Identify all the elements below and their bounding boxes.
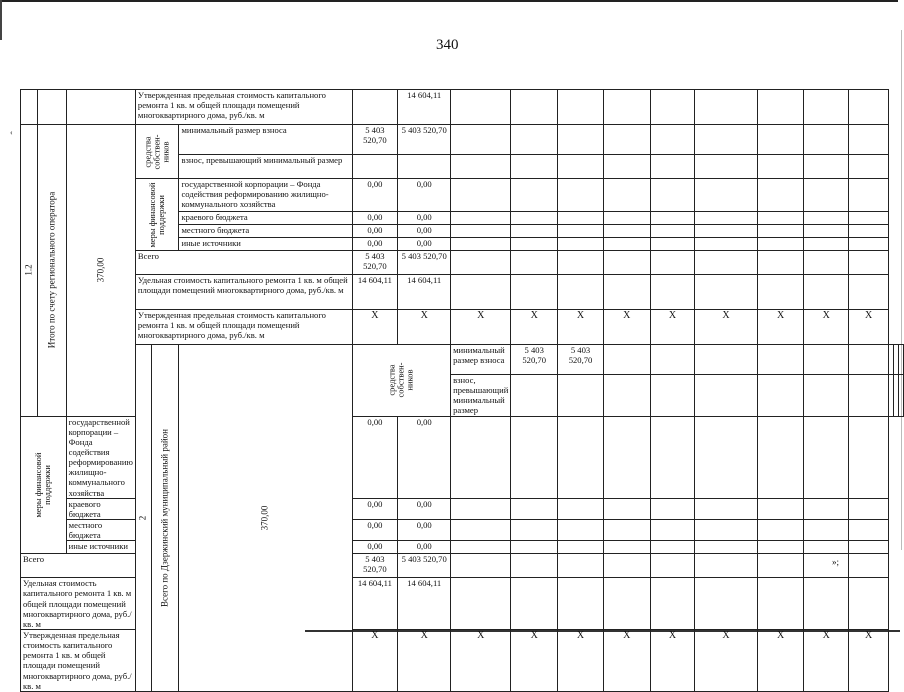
regional-budget-value: 0,00	[398, 498, 451, 519]
section-code: 370,00	[66, 125, 135, 417]
x-mark: Х	[757, 629, 804, 691]
x-mark: Х	[650, 310, 695, 345]
regional-budget-value: 0,00	[352, 212, 398, 225]
cell-empty	[66, 90, 135, 125]
x-mark: Х	[603, 310, 650, 345]
section-number: 2	[135, 345, 151, 692]
table-row	[21, 275, 904, 310]
unit-cost-label: Удельная стоимость капитального ремонта 1 кв. м общей площади помещений многоквартирного дома, руб./кв. м	[135, 275, 352, 310]
x-mark: Х	[398, 629, 451, 691]
cell-empty	[352, 90, 398, 125]
table-row	[21, 310, 904, 345]
state-corp-value: 0,00	[352, 179, 398, 212]
approved-limit-value: 14 604,11	[398, 90, 451, 125]
section-title: Всего по Дзержинский муниципальный район	[151, 345, 179, 692]
unit-cost-value: 14 604,11	[398, 275, 451, 310]
local-budget-value: 0,00	[352, 225, 398, 238]
total-value: 5 403 520,70	[398, 251, 451, 275]
unit-cost-label: Удельная стоимость капитального ремонта 1 кв. м общей площади помещений многоквартирного дома, руб./кв. м	[21, 578, 136, 630]
x-mark: Х	[603, 629, 650, 691]
section-code: 370,00	[179, 345, 352, 692]
total-label: Всего	[21, 554, 136, 578]
regional-budget-label: краевого бюджета	[179, 212, 352, 225]
capital-repair-table	[20, 89, 904, 692]
x-mark: Х	[398, 310, 451, 345]
other-sources-label: иные источники	[179, 238, 352, 251]
page-number: 340	[436, 37, 459, 53]
unit-cost-value: 14 604,11	[352, 578, 398, 630]
approved-limit-label: Утвержденная предельная стоимость капитального ремонта 1 кв. м общей площади помещений многоквартирного дома, руб./кв. м	[135, 310, 352, 345]
above-min-label: взнос, превышающий минимальный размер	[179, 155, 352, 179]
local-budget-value: 0,00	[398, 519, 451, 540]
regional-budget-value: 0,00	[398, 212, 451, 225]
local-budget-label: местного бюджета	[66, 519, 135, 540]
approved-limit-label: Утвержденная предельная стоимость капитального ремонта 1 кв. м общей площади помещений многоквартирного дома, руб./кв. м	[135, 90, 352, 125]
table-row	[21, 251, 904, 275]
unit-cost-value: 14 604,11	[398, 578, 451, 630]
other-sources-value: 0,00	[398, 541, 451, 554]
x-mark: Х	[804, 310, 849, 345]
x-mark: Х	[695, 629, 758, 691]
section-number: 1.2	[21, 125, 38, 417]
support-measures-label: меры финансовой поддержки	[21, 416, 67, 554]
x-mark: Х	[849, 310, 889, 345]
other-sources-value: 0,00	[352, 541, 398, 554]
other-sources-value: 0,00	[352, 238, 398, 251]
x-mark: Х	[511, 629, 558, 691]
x-mark: Х	[352, 310, 398, 345]
state-corp-value: 0,00	[398, 179, 451, 212]
table-row	[21, 345, 904, 375]
support-measures-label: меры финансовой поддержки	[135, 179, 179, 251]
local-budget-value: 0,00	[352, 519, 398, 540]
min-contribution-value: 5 403 520,70	[352, 125, 398, 155]
min-contribution-value: 5 403 520,70	[398, 125, 451, 155]
owners-funds-label: средства собствен-ников	[135, 125, 179, 179]
section-title: Итого по счету регионального оператора	[37, 125, 66, 417]
state-corp-value: 0,00	[398, 416, 451, 498]
x-mark: Х	[511, 310, 558, 345]
x-mark: Х	[451, 629, 511, 691]
total-value: 5 403 520,70	[398, 554, 451, 578]
x-mark: Х	[650, 629, 695, 691]
state-corp-label: государственной корпорации – Фонда содействия реформированию жилищно-коммунального хозяйства	[66, 416, 135, 498]
min-contribution-value: 5 403 520,70	[511, 345, 558, 375]
other-sources-value: 0,00	[398, 238, 451, 251]
min-contribution-label: минимальный размер взноса	[451, 345, 511, 375]
x-mark: Х	[352, 629, 398, 691]
page-border-top	[0, 0, 898, 2]
x-mark: Х	[757, 310, 804, 345]
cell-empty	[37, 90, 66, 125]
x-mark: Х	[558, 629, 604, 691]
min-contribution-value: 5 403 520,70	[558, 345, 604, 375]
owners-funds-label: средства собствен-ников	[352, 345, 451, 417]
page-border-left	[0, 0, 2, 40]
table-row	[21, 125, 904, 155]
min-contribution-label: минимальный размер взноса	[179, 125, 352, 155]
regional-budget-value: 0,00	[352, 498, 398, 519]
local-budget-label: местного бюджета	[179, 225, 352, 238]
margin-mark: ‹	[10, 128, 13, 137]
local-budget-value: 0,00	[398, 225, 451, 238]
table-row	[21, 179, 904, 212]
unit-cost-value: 14 604,11	[352, 275, 398, 310]
approved-limit-label: Утвержденная предельная стоимость капитального ремонта 1 кв. м общей площади помещений многоквартирного дома, руб./кв. м	[21, 629, 136, 691]
table-row	[21, 90, 904, 125]
total-value: 5 403 520,70	[352, 251, 398, 275]
x-mark: Х	[695, 310, 758, 345]
x-mark: Х	[558, 310, 604, 345]
x-mark: Х	[804, 629, 849, 691]
state-corp-label: государственной корпорации – Фонда содействия реформированию жилищно-коммунального хозяйства	[179, 179, 352, 212]
regional-budget-label: краевого бюджета	[66, 498, 135, 519]
state-corp-value: 0,00	[352, 416, 398, 498]
x-mark: Х	[451, 310, 511, 345]
other-sources-label: иные источники	[66, 541, 135, 554]
total-label: Всего	[135, 251, 352, 275]
total-value: 5 403 520,70	[352, 554, 398, 578]
closing-quote: »;	[832, 557, 840, 567]
above-min-label: взнос, превышающий минимальный размер	[451, 375, 511, 417]
cell-empty	[21, 90, 38, 125]
x-mark: Х	[849, 629, 889, 691]
